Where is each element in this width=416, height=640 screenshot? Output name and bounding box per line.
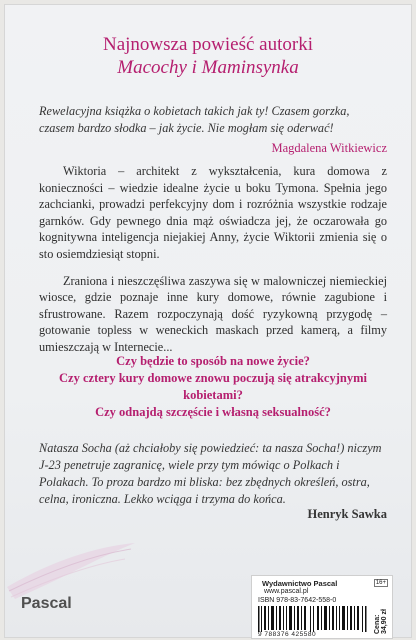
barcode-digits: 9 788376 425580	[258, 631, 317, 638]
heading-line-1: Najnowsza powieść autorki	[103, 34, 313, 55]
heading-line-2: Macochy i Maminsynka	[117, 57, 299, 78]
blurb	[39, 163, 387, 356]
question-1: Czy będzie to sposób na nowe życie?	[116, 354, 310, 368]
review-quote: Natasza Socha (aż chciałoby się powiedzieć: ta nasza Socha!) niczym J-23 penetruje zagranicę, wiele przy tym mówiąc o Polkach i Polakach. To proza bardzo mi bliska: bez zbędnych określeń, ostra, celna, ironiczna. Lekko wciąga i trzyma do końca.	[39, 441, 382, 506]
book-back-cover	[4, 4, 412, 638]
question-2: Czy cztery kury domowe znowu poczują się atrakcyjnymi kobietami?	[59, 371, 367, 402]
publisher-name: Wydawnictwo Pascal	[262, 579, 338, 588]
cover-heading	[5, 33, 411, 79]
isbn-number: ISBN 978-83-7642-558-0	[258, 597, 337, 604]
barcode-label	[251, 575, 393, 639]
barcode-icon	[258, 606, 370, 632]
publisher-logo: Pascal	[21, 595, 72, 612]
blurb-paragraph-2: Zraniona i nieszczęśliwa zaszywa się w malowniczej niemieckiej wiosce, gdzie poznaje inne kury domowe, równie zagubione i sfrustrowane. Razem rozpoczynają dość ryzykowną przygodę – gotowanie topless w weneckich maskach przed kamerą, a filmy umieszczają w Internecie...	[39, 273, 387, 354]
review-author: Henryk Sawka	[307, 507, 387, 521]
price-label: Cena: 34,90 zł	[374, 609, 388, 634]
endorsement-quote: Rewelacyjna książka o kobietach takich jak ty! Czasem gorzka, czasem bardzo słodka – jak życie. Nie mogłam się oderwać!	[39, 104, 350, 135]
age-rating-badge: 16+	[375, 580, 386, 586]
blurb-paragraph-1: Wiktoria – architekt z wykształcenia, kura domowa z konieczności – wiedzie idealne życie u boku Tymona. Spełnia jego zachcianki, prowadzi perfekcyjny dom i rozróżnia wszystkie rodzaje garnków. Gdy pewnego dnia mąż oświadcza jej, że oczarowała go kognitywna inteligencja niejakiej Anny, życie Wiktorii zmienia się o sto osiemdziesiąt stopni.	[39, 164, 387, 261]
question-3: Czy odnajdą szczęście i własną seksualność?	[95, 405, 331, 419]
feather-swoosh-decoration	[5, 525, 145, 605]
endorsement-author: Magdalena Witkiewicz	[271, 141, 387, 155]
publisher-url: www.pascal.pl	[264, 588, 309, 595]
questions-block	[39, 353, 387, 421]
